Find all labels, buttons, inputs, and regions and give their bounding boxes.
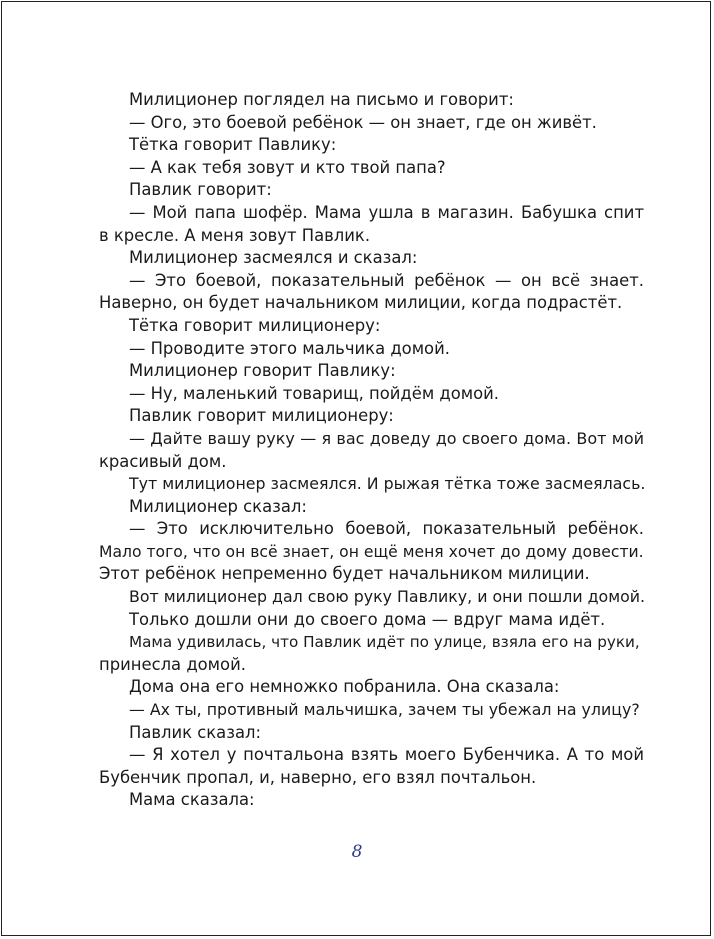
text-line: Дома она его немножко побранила. Она сказала:: [129, 677, 560, 697]
text-line: Мама удивилась, что Павлик идёт по улице, взяла его на руки,: [129, 633, 640, 652]
story-text: [99, 89, 644, 812]
text-line: Вот милиционер дал свою руку Павлику, и они пошли домой.: [129, 587, 646, 607]
text-line: Тётка говорит милиционеру:: [129, 315, 381, 335]
text-line: — Ого, это боевой ребёнок — он знает, где он живёт.: [129, 112, 597, 132]
text-line: Павлик сказал:: [129, 722, 261, 742]
text-line: Милиционер засмеялся и сказал:: [129, 248, 418, 268]
text-line: — Ах ты, противный мальчишка, зачем ты убежал на улицу?: [129, 700, 640, 720]
text-line: — А как тебя зовут и кто твой папа?: [129, 157, 446, 177]
text-line: Только дошли они до своего дома — вдруг мама идёт.: [129, 609, 606, 629]
text-line: красивый дом.: [99, 451, 227, 471]
text-line: Павлик говорит:: [129, 180, 272, 200]
text-line: — Ну, маленький товарищ, пойдём домой.: [129, 383, 500, 403]
text-line: Милиционер говорит Павлику:: [129, 361, 396, 381]
text-line: — Мой папа шофёр. Мама ушла в магазин. Бабушка спит: [129, 202, 644, 222]
text-line: Мало того, что он всё знает, он ещё меня хочет до дому довести.: [99, 542, 644, 561]
text-line: в кресле. А меня зовут Павлик.: [99, 225, 371, 245]
text-line: — Это исключительно боевой, показательный ребёнок.: [129, 519, 644, 539]
text-line: — Дайте вашу руку — я вас доведу до своего дома. Вот мой: [129, 428, 644, 448]
text-line: Мама сказала:: [129, 790, 255, 810]
page-number: 8: [351, 842, 363, 862]
text-line: — Это боевой, показательный ребёнок — он всё знает.: [129, 270, 644, 290]
text-line: Этот ребёнок непременно будет начальником милиции.: [99, 564, 590, 584]
text-line: Милиционер сказал:: [129, 496, 307, 516]
text-line: — Я хотел у почтальона взять моего Бубенчика. А то мой: [129, 745, 644, 765]
text-line: Бубенчик пропал, и, наверно, его взял почтальон.: [99, 767, 537, 787]
text-line: Павлик говорит милиционеру:: [129, 406, 394, 426]
text-line: Тут милиционер засмеялся. И рыжая тётка тоже засмеялась.: [129, 474, 646, 494]
text-line: Тётка говорит Павлику:: [129, 135, 337, 155]
text-line: Милиционер поглядел на письмо и говорит:: [129, 90, 514, 109]
text-line: принесла домой.: [99, 654, 246, 674]
text-line: Наверно, он будет начальником милиции, когда подрастёт.: [99, 293, 623, 313]
text-line: — Проводите этого мальчика домой.: [129, 338, 450, 358]
